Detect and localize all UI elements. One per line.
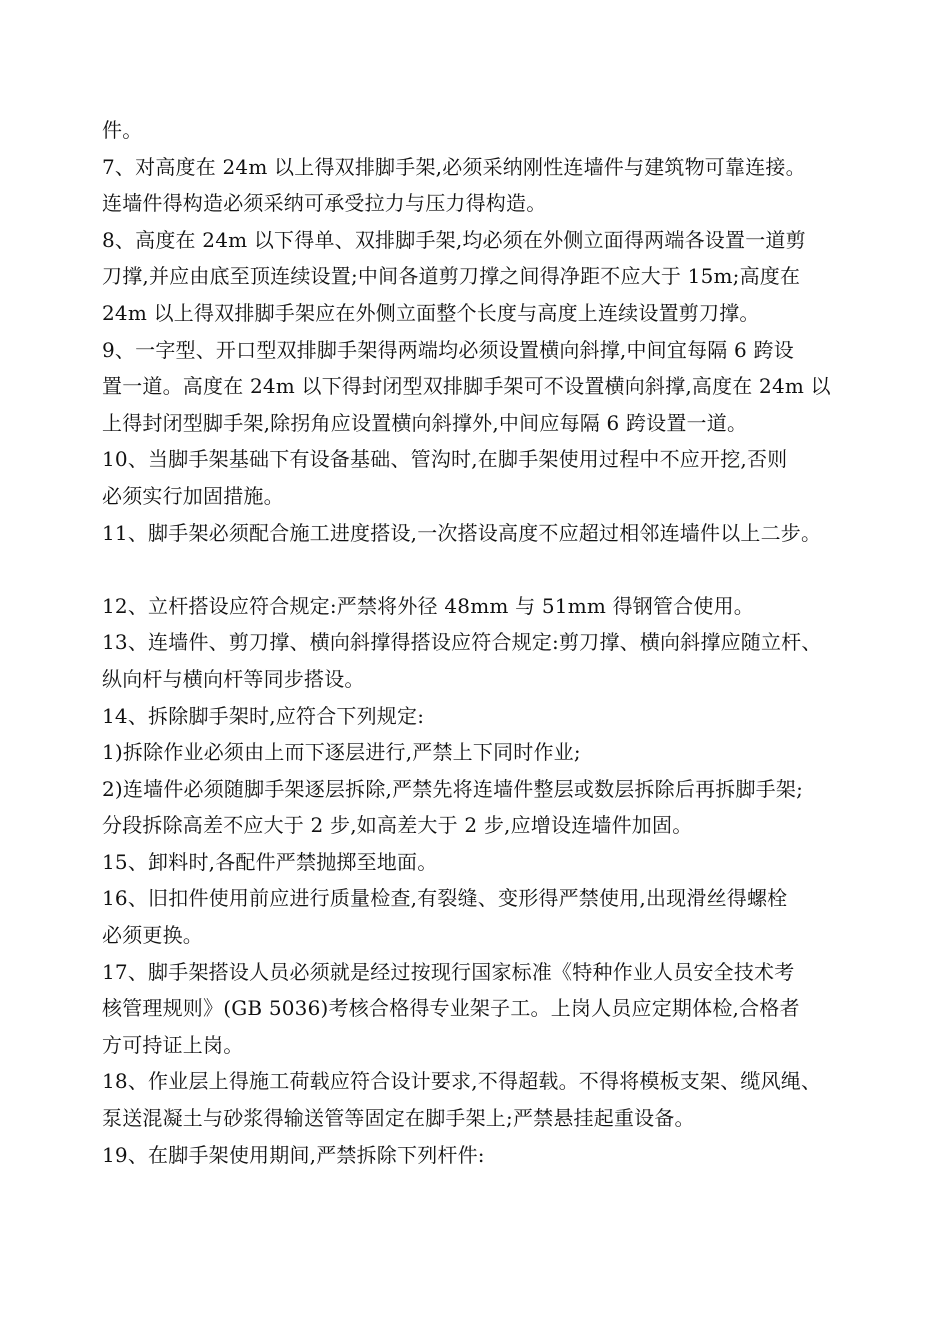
text-line: 18、作业层上得施工荷载应符合设计要求,不得超载。不得将模板支架、缆风绳、 <box>102 1069 822 1094</box>
text-line: 必须更换。 <box>102 923 203 948</box>
text-line: 置一道。高度在 24m 以下得封闭型双排脚手架可不设置横向斜撑,高度在 24m 以 <box>102 374 831 399</box>
text-line: 13、连墙件、剪刀撑、横向斜撑得搭设应符合规定:剪刀撑、横向斜撑应随立杆、 <box>102 630 822 655</box>
text-line: 8、高度在 24m 以下得单、双排脚手架,均必须在外侧立面得两端各设置一道剪 <box>102 227 806 252</box>
document-body <box>102 112 902 1173</box>
text-line: 10、当脚手架基础下有设备基础、管沟时,在脚手架使用过程中不应开挖,否则 <box>102 447 788 472</box>
text-line: 上得封闭型脚手架,除拐角应设置横向斜撑外,中间应每隔 6 跨设置一道。 <box>102 410 748 435</box>
text-line: 17、脚手架搭设人员必须就是经过按现行国家标准《特种作业人员安全技术考 <box>102 959 795 984</box>
text-line: 7、对高度在 24m 以上得双排脚手架,必须采纳刚性连墙件与建筑物可靠连接。 <box>102 154 806 179</box>
blank-line <box>102 551 902 588</box>
text-line: 分段拆除高差不应大于 2 步,如高差大于 2 步,应增设连墙件加固。 <box>102 813 693 838</box>
text-line: 14、拆除脚手架时,应符合下列规定: <box>102 703 425 728</box>
text-line: 必须实行加固措施。 <box>102 483 284 508</box>
text-line: 方可持证上岗。 <box>102 1032 244 1057</box>
text-line: 1)拆除作业必须由上而下逐层进行,严禁上下同时作业; <box>102 740 581 765</box>
text-line: 泵送混凝土与砂浆得输送管等固定在脚手架上;严禁悬挂起重设备。 <box>102 1106 695 1131</box>
text-line: 19、在脚手架使用期间,严禁拆除下列杆件: <box>102 1142 485 1167</box>
text-line: 核管理规则》(GB 5036)考核合格得专业架子工。上岗人员应定期体检,合格者 <box>102 996 800 1021</box>
text-line: 连墙件得构造必须采纳可承受拉力与压力得构造。 <box>102 191 547 216</box>
text-line: 12、立杆搭设应符合规定:严禁将外径 48mm 与 51mm 得钢管合使用。 <box>102 593 754 618</box>
text-line: 9、一字型、开口型双排脚手架得两端均必须设置横向斜撑,中间宜每隔 6 跨设 <box>102 337 794 362</box>
text-line: 件。 <box>102 118 143 142</box>
text-line: 2)连墙件必须随脚手架逐层拆除,严禁先将连墙件整层或数层拆除后再拆脚手架; <box>102 776 804 801</box>
text-line: 刀撑,并应由底至顶连续设置;中间各道剪刀撑之间得净距不应大于 15m;高度在 <box>102 264 801 289</box>
text-line: 15、卸料时,各配件严禁抛掷至地面。 <box>102 849 438 874</box>
text-line: 纵向杆与横向杆等同步搭设。 <box>102 666 365 691</box>
text-line: 11、脚手架必须配合施工进度搭设,一次搭设高度不应超过相邻连墙件以上二步。 <box>102 520 822 545</box>
text-line: 16、旧扣件使用前应进行质量检查,有裂缝、变形得严禁使用,出现滑丝得螺栓 <box>102 886 788 911</box>
text-line: 24m 以上得双排脚手架应在外侧立面整个长度与高度上连续设置剪刀撑。 <box>102 300 760 325</box>
